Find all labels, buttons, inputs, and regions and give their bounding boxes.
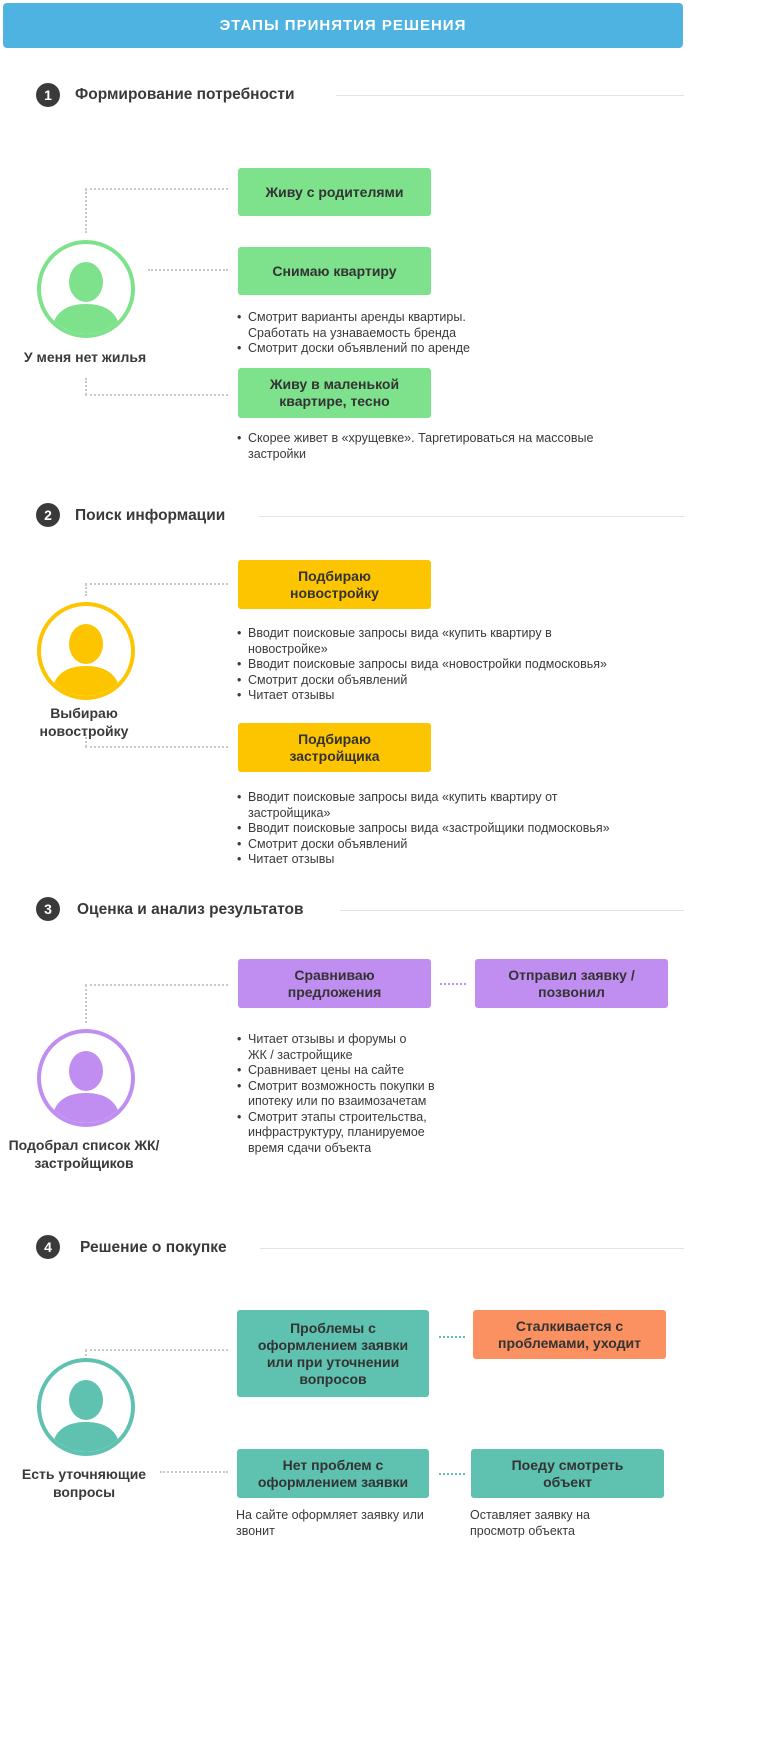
connector (85, 188, 228, 190)
connector (85, 985, 87, 1023)
page-header: ЭТАПЫ ПРИНЯТИЯ РЕШЕНИЯ (3, 3, 683, 48)
note-viewing-request: Оставляет заявку на просмотр объекта (470, 1508, 590, 1538)
connector (85, 746, 228, 748)
connector (148, 269, 228, 271)
note-item: • Вводит поисковые запросы вида «новостройки подмосковья» (237, 657, 677, 673)
note-site-request: На сайте оформляет заявку или звонит (236, 1508, 424, 1538)
connector (160, 1471, 228, 1473)
note-item: • Смотрит варианты аренды квартиры. Сработать на узнаваемость бренда (237, 310, 527, 341)
note-item: • Вводит поисковые запросы вида «купить квартиру от застройщика» (237, 790, 598, 821)
section-1-title: Формирование потребности (75, 86, 295, 103)
connector (85, 189, 87, 233)
persona-avatar (37, 1358, 135, 1456)
stage-box-small-apartment: Живу в маленькой квартире, тесно (238, 368, 431, 418)
section-3-divider (340, 910, 684, 911)
person-icon (41, 1362, 131, 1452)
note-item: • Смотрит доски объявлений по аренде (237, 341, 527, 357)
connector (85, 584, 87, 596)
note-item: • Сравнивает цены на сайте (237, 1063, 452, 1079)
persona-caption: Подобрал список ЖК/застройщиков (8, 1137, 160, 1171)
section-4-divider (260, 1248, 684, 1249)
persona-avatar (37, 240, 135, 338)
notes-rent (237, 310, 527, 357)
note-item: • Смотрит этапы строительства, инфраструктуру, планируемое время сдачи объекта (237, 1110, 452, 1157)
connector (85, 583, 228, 585)
note-item: • Читает отзывы (237, 688, 677, 704)
section-3-title: Оценка и анализ результатов (77, 901, 304, 918)
note-item: • Смотрит доски объявлений (237, 673, 677, 689)
section-4-number: 4 (36, 1235, 60, 1259)
stage-box-compare-offers: Сравниваю предложения (238, 959, 431, 1008)
note-item: • Смотрит возможность покупки в ипотеку или по взаимозачетам (237, 1079, 438, 1110)
section-1-number: 1 (36, 83, 60, 107)
notes-new-building (237, 626, 677, 704)
connector (85, 378, 87, 395)
connector (440, 983, 466, 985)
connector (439, 1336, 465, 1338)
stage-box-request-problems: Проблемы с оформлением заявки или при уточнении вопросов (237, 1310, 429, 1397)
note-item: • Вводит поисковые запросы вида «купить квартиру в новостройке» (237, 626, 598, 657)
persona-caption: Есть уточняющие вопросы (21, 1466, 147, 1500)
stage-box-no-problems: Нет проблем с оформлением заявки (237, 1449, 429, 1498)
persona-caption: У меня нет жилья (23, 349, 147, 365)
stage-box-choose-new-building: Подбираю новостройку (238, 560, 431, 609)
note-item: • Читает отзывы и форумы о ЖК / застройщике (237, 1032, 428, 1063)
person-icon (41, 606, 131, 696)
note-item: • Скорее живет в «хрущевке». Таргетироваться на массовые застройки (237, 431, 647, 462)
section-2-number: 2 (36, 503, 60, 527)
persona-caption: Выбираю новостройку (39, 705, 129, 739)
stage-box-go-see-object: Поеду смотреть объект (471, 1449, 664, 1498)
persona-avatar (37, 1029, 135, 1127)
stage-box-live-with-parents: Живу с родителями (238, 168, 431, 216)
stage-box-choose-developer: Подбираю застройщика (238, 723, 431, 772)
stage-box-rent-apartment: Снимаю квартиру (238, 247, 431, 295)
notes-small-apartment (237, 431, 647, 462)
stage-box-sent-request: Отправил заявку /позвонил (475, 959, 668, 1008)
section-1-divider (336, 95, 684, 96)
connector (85, 984, 228, 986)
section-4-title: Решение о покупке (80, 1239, 227, 1256)
note-item: • Вводит поисковые запросы вида «застройщики подмосковья» (237, 821, 677, 837)
note-item: • Смотрит доски объявлений (237, 837, 677, 853)
section-3-number: 3 (36, 897, 60, 921)
stage-box-faces-problems: Сталкивается с проблемами, уходит (473, 1310, 666, 1359)
notes-compare (237, 1032, 452, 1156)
section-2-title: Поиск информации (75, 507, 226, 524)
notes-developer (237, 790, 677, 868)
connector (85, 1349, 228, 1351)
connector (439, 1473, 465, 1475)
persona-avatar (37, 602, 135, 700)
person-icon (41, 244, 131, 334)
person-icon (41, 1033, 131, 1123)
connector (85, 394, 228, 396)
section-2-divider (259, 516, 684, 517)
note-item: • Читает отзывы (237, 852, 677, 868)
